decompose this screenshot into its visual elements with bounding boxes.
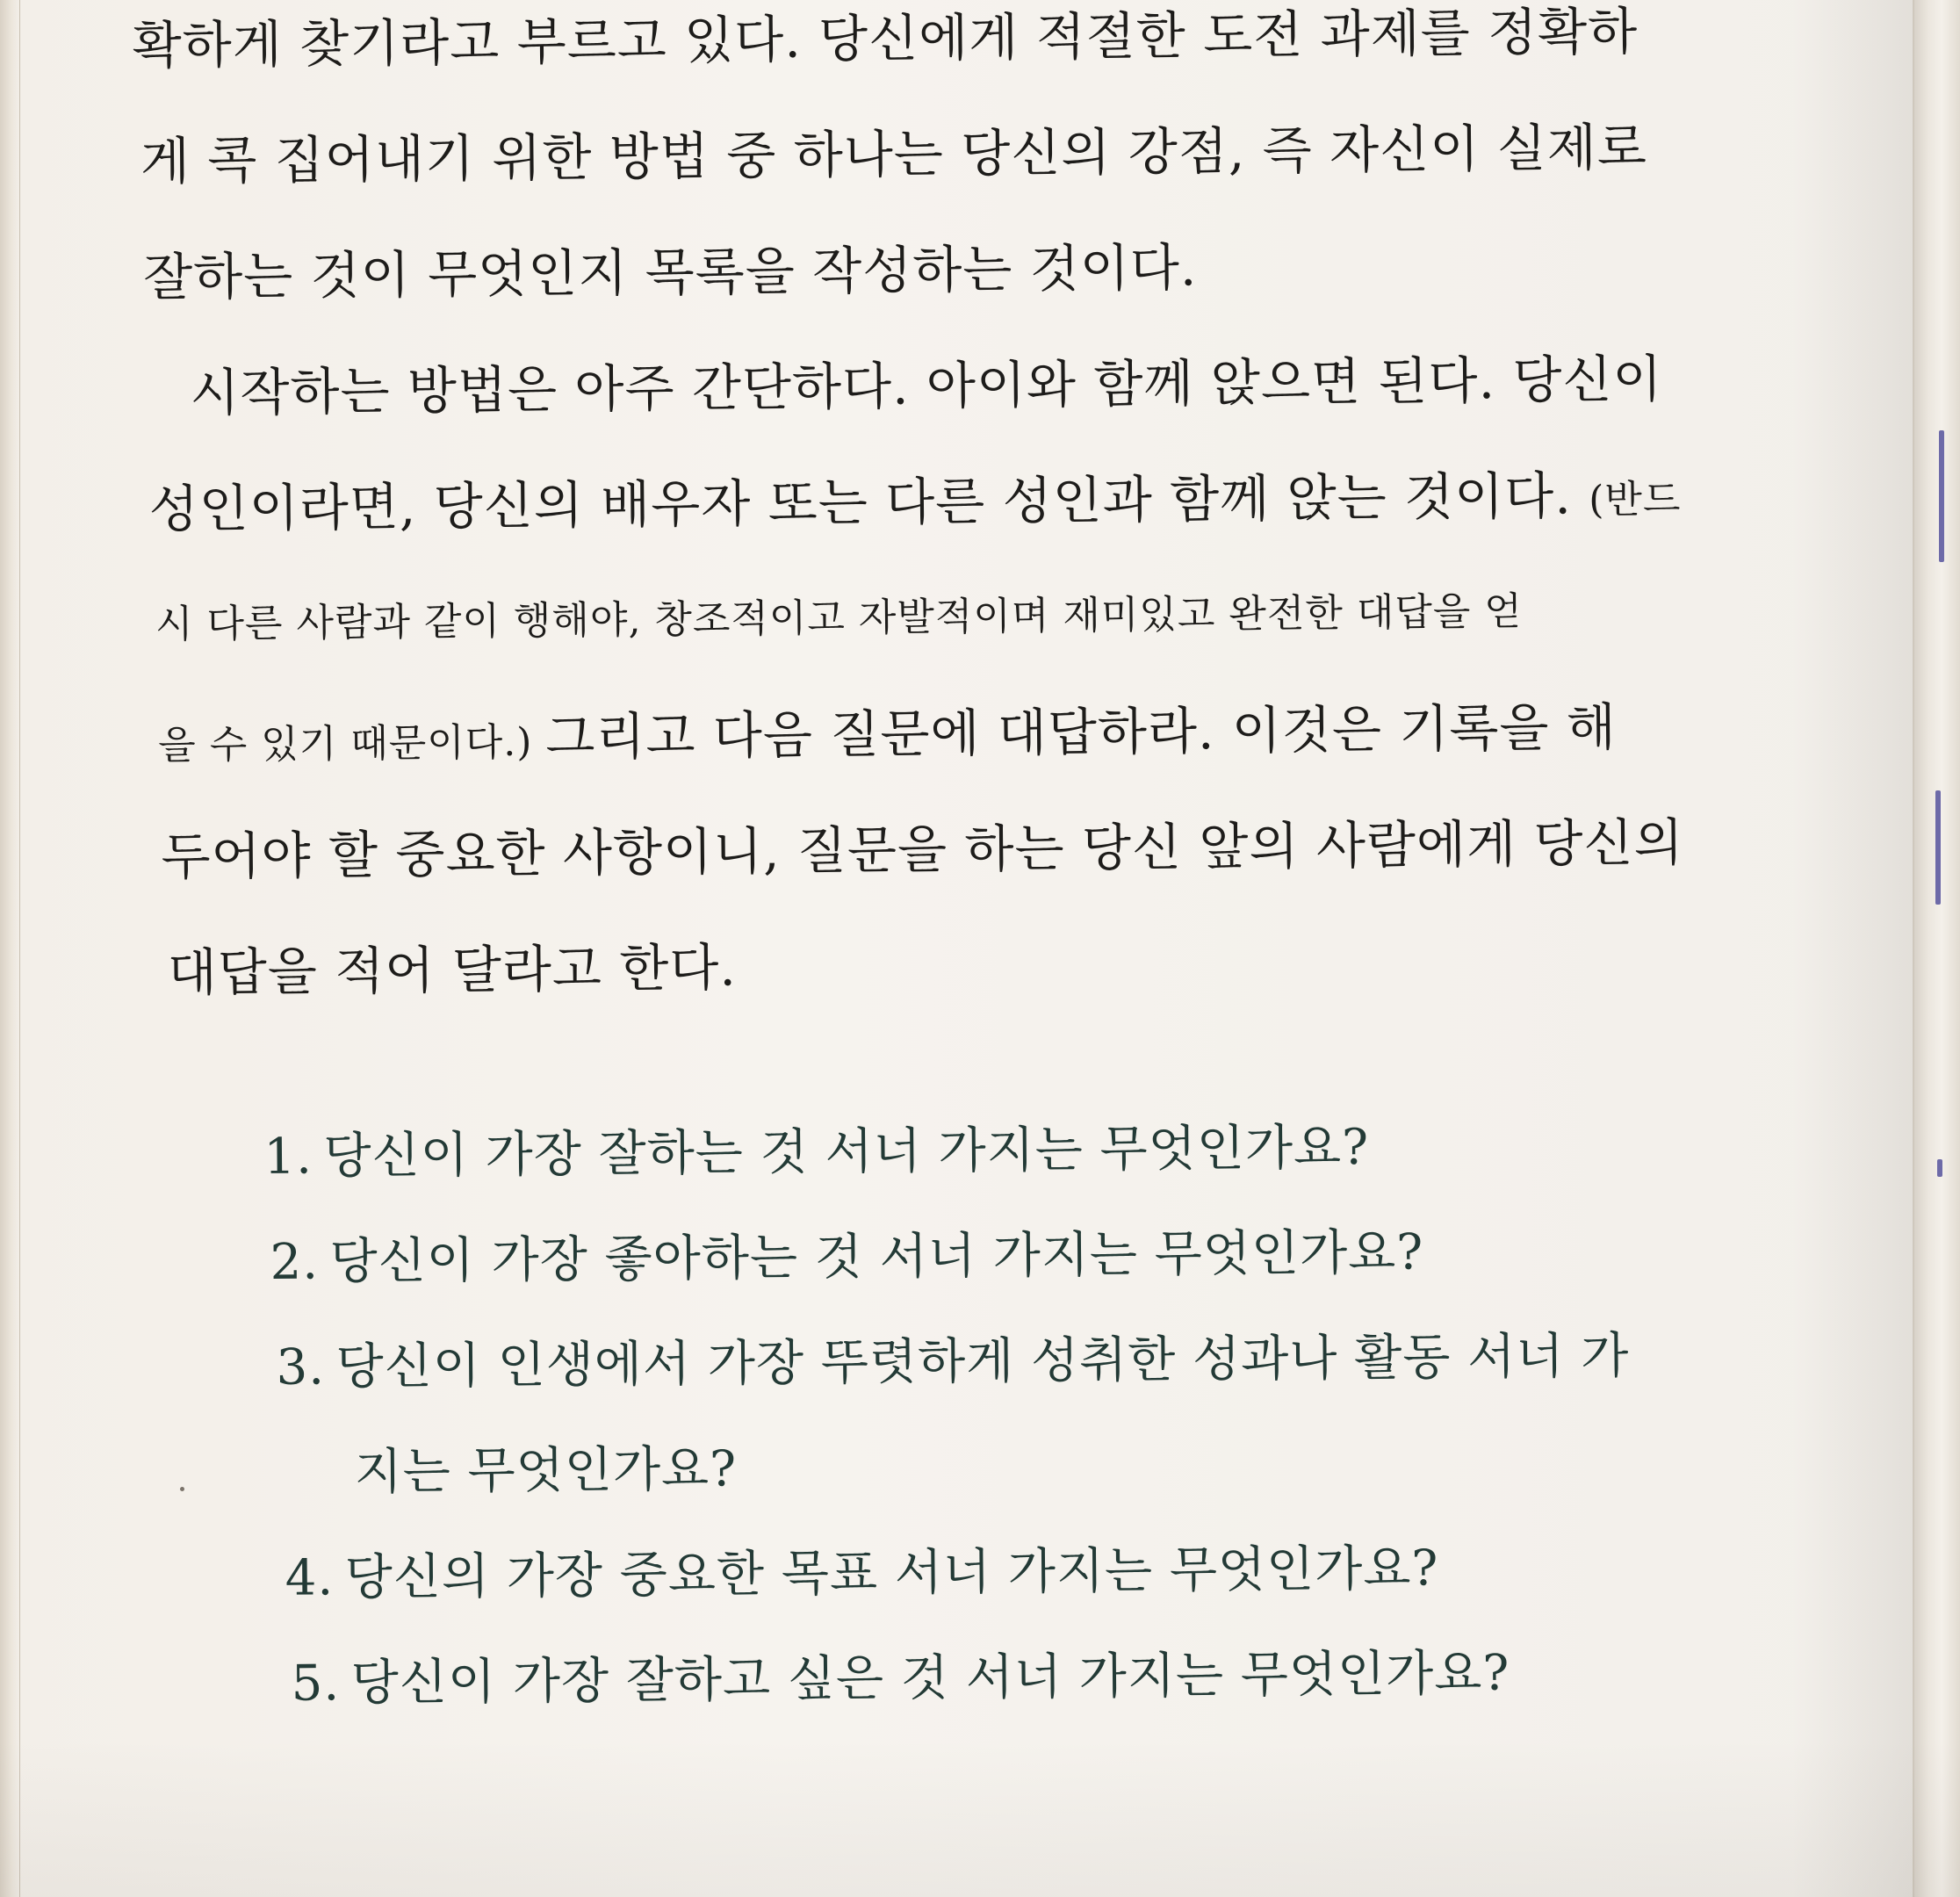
list-item	[264, 1198, 1670, 1316]
paragraph-line	[132, 0, 1643, 104]
parenthetical-text: 을 수 있기 때문이다.)	[158, 719, 546, 768]
list-item	[268, 1619, 1674, 1737]
stacked-page-edges	[1913, 0, 1960, 1897]
list-item-continuation	[266, 1409, 1672, 1526]
paragraph-line	[141, 900, 1652, 1031]
page-curl-shadow	[1791, 0, 1914, 1897]
page-edge-mark	[1937, 1159, 1942, 1177]
line-text: 게 콕 집어내기 위한 방법 중 하나는 당신의 강점, 즉 자신이 실제로	[140, 117, 1648, 191]
paragraph-line	[135, 321, 1663, 451]
line-text: 확하게 찾기라고 부르고 있다. 당신에게 적절한 도전 과제를 정확하	[132, 1, 1639, 76]
parenthetical-text: 시 다른 사람과 같이 행해야, 창조적이고 자발적이며 재미있고 완전한 대답을 얻	[155, 588, 1524, 647]
item-text: 당신이 인생에서 가장 뚜렷하게 성취한 성과나 활동 서너 가	[335, 1327, 1630, 1396]
paper-speck	[180, 1487, 184, 1491]
line-text: 그리고 다음 질문에 대답하라. 이것은 기록을 해	[545, 696, 1618, 768]
bottom-shadow	[0, 1739, 1960, 1897]
paragraph-line	[134, 205, 1646, 335]
line-text: 대답을 적어 달라고 한다.	[167, 937, 738, 1003]
parenthetical-text: (반드	[1588, 477, 1682, 523]
item-text: 지는 무엇인가요?	[354, 1440, 738, 1502]
item-number: 2.	[270, 1233, 320, 1291]
list-item	[263, 1093, 1669, 1210]
paragraph-line	[139, 668, 1650, 799]
question-list	[263, 1093, 1674, 1737]
item-number: 4.	[285, 1549, 335, 1607]
page-edge-mark	[1935, 790, 1941, 905]
item-number: 1.	[263, 1128, 313, 1186]
item-text: 당신의 가장 중요한 목표 서너 가지는 무엇인가요?	[344, 1540, 1439, 1607]
page-edge-mark	[1939, 430, 1944, 562]
item-number: 5.	[291, 1655, 341, 1713]
body-paragraph	[132, 0, 1684, 1031]
item-text: 당신이 가장 잘하는 것 서너 가지는 무엇인가요?	[323, 1119, 1370, 1186]
paragraph-line	[137, 552, 1648, 683]
paragraph-line	[140, 784, 1684, 915]
item-number: 3.	[276, 1338, 326, 1396]
line-text: 잘하는 것이 무엇인지 목록을 작성하는 것이다.	[142, 237, 1198, 307]
paragraph-line	[133, 89, 1648, 220]
item-text: 당신이 가장 좋아하는 것 서너 가지는 무엇인가요?	[329, 1223, 1424, 1291]
item-text: 당신이 가장 잘하고 싶은 것 서너 가지는 무엇인가요?	[350, 1644, 1510, 1713]
book-gutter-edge	[0, 0, 20, 1897]
line-text: 시작하는 방법은 아주 간단하다. 아이와 함께 앉으면 된다. 당신이	[190, 349, 1663, 423]
line-text: 성인이라면, 당신의 배우자 또는 다른 성인과 함께 앉는 것이다.	[148, 465, 1589, 539]
list-item	[267, 1514, 1673, 1632]
paragraph-line	[136, 436, 1682, 567]
list-item	[265, 1303, 1671, 1421]
line-text: 두어야 할 중요한 사항이니, 질문을 하는 당신 앞의 사람에게 당신의	[161, 812, 1684, 887]
